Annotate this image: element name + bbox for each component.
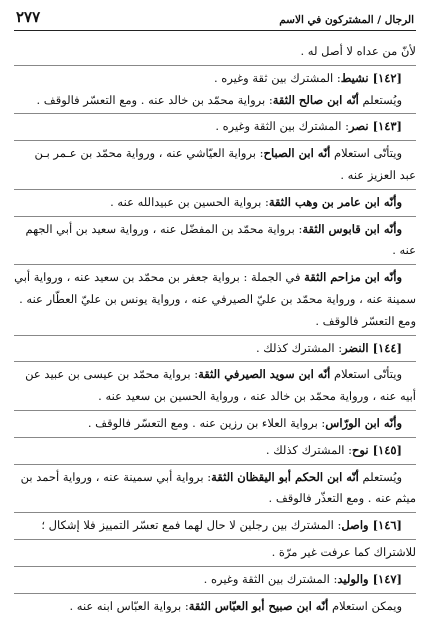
line-divider [14, 464, 416, 465]
entry-heading: [١٤٢] نشيط [340, 70, 402, 85]
text-line [14, 311, 416, 333]
line-text: : المشترك بين رجلين لا حال لهما فمع تعسّر التمييز فلا إشكال ؛ [41, 518, 342, 533]
line-text: : المشترك كذلك . [255, 340, 343, 355]
line-divider [14, 593, 416, 594]
text-line [14, 267, 416, 289]
text-line [14, 413, 416, 435]
text-line [14, 364, 416, 386]
text-line [14, 68, 416, 90]
line-text: : برواية العلاء بن رزين عنه . ومع التعسّر فالوقف . [87, 415, 326, 430]
text-line [14, 143, 416, 165]
page-body [14, 41, 416, 617]
line-divider [14, 335, 416, 336]
text-line [14, 440, 416, 462]
line-text: : المشترك بين ثقة وغيره . [213, 70, 341, 85]
line-text: : برواية محمّد بن خالد عنه . ومع التعسّر فالوقف . [36, 92, 273, 107]
line-divider [14, 264, 416, 265]
line-text: : المشترك بين الثقة وغيره . [203, 571, 338, 586]
text-line [14, 192, 416, 214]
entry-heading: وأنّه ابن عامر بن وهب الثقة [268, 194, 402, 209]
entry-heading: وأنّه ابن الورّاس [325, 415, 402, 430]
line-divider [14, 189, 416, 190]
entry-heading: [١٤٦] واصل [341, 518, 402, 533]
text-line [14, 488, 416, 510]
line-text: ويتأتّى استعلام [330, 367, 402, 382]
line-divider [14, 539, 416, 540]
line-text: في الجملة : برواية جعفر بن محمّد بن سعيد عنه ، ورواية أبي [14, 270, 305, 285]
text-line [14, 165, 416, 187]
text-line [14, 41, 416, 63]
entry-heading: أنّه ابن الحكم أبو اليقظان الثقة [211, 469, 359, 484]
text-line [14, 386, 416, 408]
entry-heading: أنّه ابن صالح الثقة [272, 92, 359, 107]
entry-heading: أنّه ابن سويد الصيرفي الثقة [198, 367, 331, 382]
entry-heading: [١٤٤] النضر [342, 340, 402, 355]
line-text: ويتأتّى استعلام [330, 146, 402, 161]
line-text: للاشتراك كما عرفت غير مرّة . [271, 544, 416, 559]
line-text: ويُستعلم [358, 469, 402, 484]
line-text: : المشترك بين الثقة وغيره . [215, 119, 350, 134]
page-number: ٢٧٧ [16, 8, 41, 26]
text-line [14, 542, 416, 564]
line-text: ومع التعسّر فالوقف . [315, 313, 416, 328]
line-text: : برواية محمّد بن المفضّل عنه ، ورواية سعيد بن أبي الجهم [25, 221, 303, 236]
line-text: عبد العزيز عنه . [340, 167, 416, 182]
entry-heading: [١٤٣] نصر [349, 119, 402, 134]
line-text: ويُستعلم [358, 92, 402, 107]
header-title: الرجال / المشتركون في الاسم [279, 14, 414, 26]
entry-heading: [١٤٧] والوليد [337, 571, 402, 586]
line-text: : المشترك كذلك . [265, 442, 352, 457]
line-divider [14, 437, 416, 438]
line-divider [14, 410, 416, 411]
line-text: : برواية العبّاس ابنه عنه . [69, 598, 189, 613]
entry-heading: وأنّه ابن قابوس الثقة [302, 221, 402, 236]
text-line [14, 289, 416, 311]
text-line [14, 338, 416, 360]
line-text: : برواية محمّد بن عيسى بن عبيد عن [25, 367, 199, 382]
text-line [14, 116, 416, 138]
line-divider [14, 140, 416, 141]
line-text: ويمكن استعلام [328, 598, 402, 613]
text-line [14, 467, 416, 489]
running-header [14, 6, 416, 31]
entry-heading: أنّه ابن صبيح أبو العبّاس الثقة [188, 598, 329, 613]
text-line [14, 596, 416, 617]
text-line [14, 90, 416, 112]
line-divider [14, 216, 416, 217]
line-divider [14, 113, 416, 114]
line-text: : برواية أبي سمينة عنه ، ورواية أحمد بن [20, 469, 212, 484]
line-text: لأنّ من عداه لا أصل له . [300, 44, 416, 58]
line-text: : برواية الحسين بن عبيدالله عنه . [110, 194, 269, 209]
line-text: عنه . [392, 243, 416, 258]
line-text: ميثم عنه . ومع التعذّر فالوقف . [268, 491, 416, 506]
line-text: سمينة عنه ، ورواية محمّد بن عليّ الصيرفي عنه ، ورواية يونس بن عليّ العطّار عنه . [19, 291, 416, 306]
text-line [14, 515, 416, 537]
line-divider [14, 566, 416, 567]
line-divider [14, 361, 416, 362]
text-line [14, 240, 416, 262]
entry-heading: [١٤٥] نوح [352, 442, 402, 457]
line-divider [14, 65, 416, 66]
entry-heading: وأنّه ابن مزاحم الثقة [304, 270, 402, 285]
line-divider [14, 512, 416, 513]
entry-heading: أنّه ابن الصباح [263, 146, 331, 161]
text-line [14, 569, 416, 591]
text-line [14, 219, 416, 241]
line-text: : برواية العيّاشي عنه ، ورواية محمّد بن عـمر بـن [34, 146, 264, 161]
line-text: أبيه عنه ، ورواية محمّد بن خالد عنه ، ورواية الحسين بن سعيد عنه . [98, 389, 416, 404]
